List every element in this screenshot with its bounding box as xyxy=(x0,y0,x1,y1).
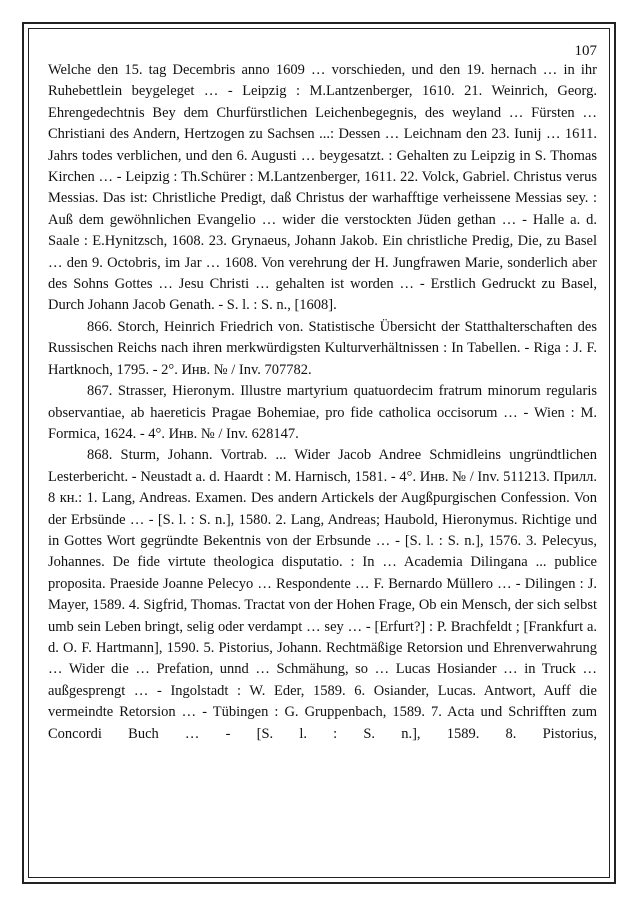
page-content xyxy=(48,40,597,745)
paragraph-continuation: Welche den 15. tag Decembris anno 1609 … vorschieden, und den 19. hernach … in ihr Ruhebettlein beygeleget … - Leipzig : M.Lantzenberger, 1610. 21. Weinrich, Georg. Ehrengedechtnis Bey dem Churfürstlichen Leichenbegegnis, des weyland … Fürsten … Christiani des Andern, Hertzogen zu Sachsen ...: Dessen … Leichnam den 23. Iunij … 1611. Jahrs todes verblichen, und den 6. Augusti … beygesatzt. : Gehalten zu Leipzig in S. Thomas Kirchen … - Leipzig : Th.Schürer : M.Lantzenberger, 1611. 22. Volck, Gabriel. Christus verus Messias. Das ist: Christliche Predigt, daß Christus der warhafftige verheissene Messias sey. : Auß dem gewöhnlichen Evangelio … wider die verstockten Jüden gethan … - Halle a. d. Saale : E.Hynitzsch, 1608. 23. Grynaeus, Johann Jakob. Ein christliche Predig, Die, zu Basel … den 9. Octobris, im Jar … 1608. Von verehrung der H. Jungfrawen Marie, sonderlich aber des Sohns Gottes … Jesu Christi … gehalten ist worden … - Erstlich Gedruckt zu Basel, Durch Johann Jacob Genath. - S. l. : S. n., [1608]. xyxy=(48,62,597,314)
page-number: 107 xyxy=(574,43,597,59)
entry-866: 866. Storch, Heinrich Friedrich von. Statistische Übersicht der Statthalterschaften des Russischen Reichs nach ihren merkwürdigsten Kulturverhältnissen : In Tabellen. - Riga : J. F. Hartknoch, 1795. - 2°. Инв. № / Inv. 707782. xyxy=(48,318,597,378)
entry-867: 867. Strasser, Hieronym. Illustre martyrium quatuordecim fratrum minorum regularis observantiae, ab haereticis Pragae Bohemiae, pro fide catholica occisorum … - Wien : M. Formica, 1624. - 4°. Инв. № / Inv. 628147. xyxy=(48,383,597,442)
entry-868: 868. Sturm, Johann. Vortrab. ... Wider Jacob Andree Schmidleins ungründtlichen Lesterbericht. - Neustadt a. d. Haardt : M. Harnisch, 1581. - 4°. Инв. № / Inv. 511213. Прилл. 8 кн.: 1. Lang, Andreas. Examen. Des andern Artickels der Augßpurgischen Confession. Von der Erbsünde … - [S. l. : S. n.], 1580. 2. Lang, Andreas; Haubold, Hieronymus. Richtige und in Gottes Wort gegründte Bekentnis von der Erbsunde … - [S. l. : S. n.], 1576. 3. Pelecyus, Johannes. De fide virtute theologica disputatio. : In … Academia Dilingana ... publice proposita. Praeside Joanne Pelecyo … Respondente … F. Bernardo Müllero … - Dilingen : J. Mayer, 1589. 4. Sigfrid, Thomas. Tractat von der Hohen Frage, Ob ein Mensch, der sich selbst umb sein Leben bringt, selig oder verdampt … sey … - [Erfurt?] : P. Brachfeldt ; [Frankfurt a. d. O. F. Hartmann], 1590. 5. Pistorius, Johann. Rechtmäßige Retorsion und Ehrenverwahrung … Wider die … Prefation, unnd … Schmähung, so … Lucas Hosiander … in Truck … außgesprengt … - Ingolstadt : W. Eder, 1589. 6. Osiander, Lucas. Antwort, Auff die vermeindte Retorsion … - Tübingen : G. Gruppenbach, 1589. 7. Acta und Schrifften zum Concordi Buch … - [S. l. : S. n.], 1589. 8. Pistorius, xyxy=(48,447,597,742)
